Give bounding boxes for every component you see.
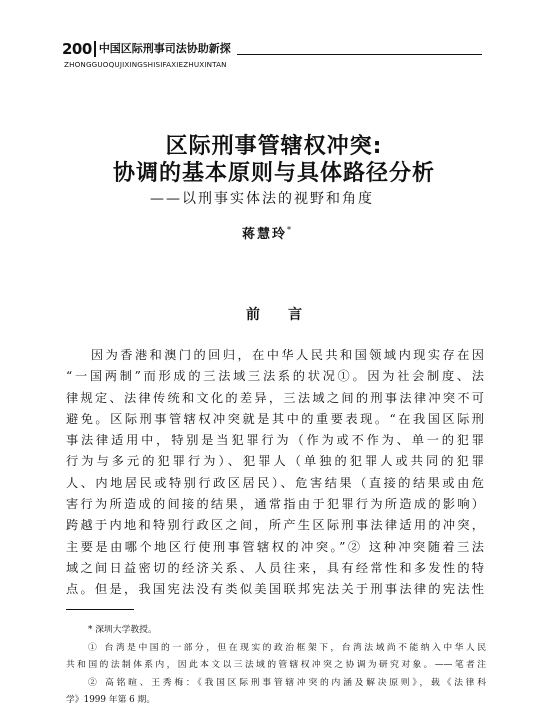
body-line: 律规定、法律传统和文化的差异，三法域之间的刑事法律冲突不可 [66,390,484,405]
header-rule [237,54,482,55]
footnote-1-cont: 共和国的法制体系内，因此本文以三法域的管辖权冲突之协调为研究对象。——笔者注 [66,660,486,670]
footnote-separator [66,609,134,610]
author-name [242,223,293,242]
body-line: 事法律适用中，特别是当犯罪行为（作为或不作为、单一的犯罪 [66,433,484,448]
body-line: 行为与多元的犯罪行为）、犯罪人（单独的犯罪人或共同的犯罪 [66,454,484,469]
body-line: 跨越于内地和特别行政区之间，所产生区际刑事法律适用的冲突， [66,518,484,533]
author-footnote-mark: * [287,225,294,235]
body-line: 因为香港和澳门的回归，在中华人民共和国领域内现实存在因 [91,348,484,362]
journal-pinyin: ZHONGGUOQUJIXINGSHISIFAXIEZHUXINTAN [64,60,227,69]
footnote-2-cont: 学》1999 年第 6 期。 [66,695,156,705]
author-text: 蒋慧玲 [242,227,288,242]
body-line: 人、内地居民或特别行政区居民）、危害结果（直接的结果或由危 [66,475,484,490]
journal-title: 中国区际刑事司法协助新探 [98,42,231,55]
body-text [66,345,484,601]
footnote-author: * 深圳大学教授。 [88,625,157,635]
body-line: 避免。区际刑事管辖权冲突就是其中的重要表现。“在我国区际刑 [66,411,484,426]
footnotes [66,622,486,710]
body-line: 点。但是，我国宪法没有类似美国联邦宪法关于刑事法律的宪法性 [66,582,484,597]
body-line: 域之间日益密切的经济关系、人员往来，具有经常性和多发性的特 [66,560,484,575]
header-divider [94,41,96,57]
section-heading: 前言 [246,307,330,323]
article-title-line-1: 区际刑事管辖权冲突: [165,134,383,159]
article-title-line-2: 协调的基本原则与具体路径分析 [112,161,435,186]
body-line: “一国两制”而形成的三法域三法系的状况①。因为社会制度、法 [66,369,484,384]
body-line: 主要是由哪个地区行使刑事管辖权的冲突。”② 这种冲突随着三法 [66,539,484,554]
article-subtitle: ——以刑事实体法的视野和角度 [150,191,374,207]
running-header [62,40,482,69]
footnote-1: ① 台湾是中国的一部分，但在现实的政治框架下，台湾法域尚不能纳入中华人民 [88,642,486,653]
body-line: 害行为所造成的间接的结果，通常指由于犯罪行为所造成的影响） [66,497,484,512]
page-number: 200 [62,40,92,58]
footnote-2: ② 高铭暄、王秀梅：《我国区际刑事管辖冲突的内涵及解决原则》，载《法律科 [88,677,486,688]
